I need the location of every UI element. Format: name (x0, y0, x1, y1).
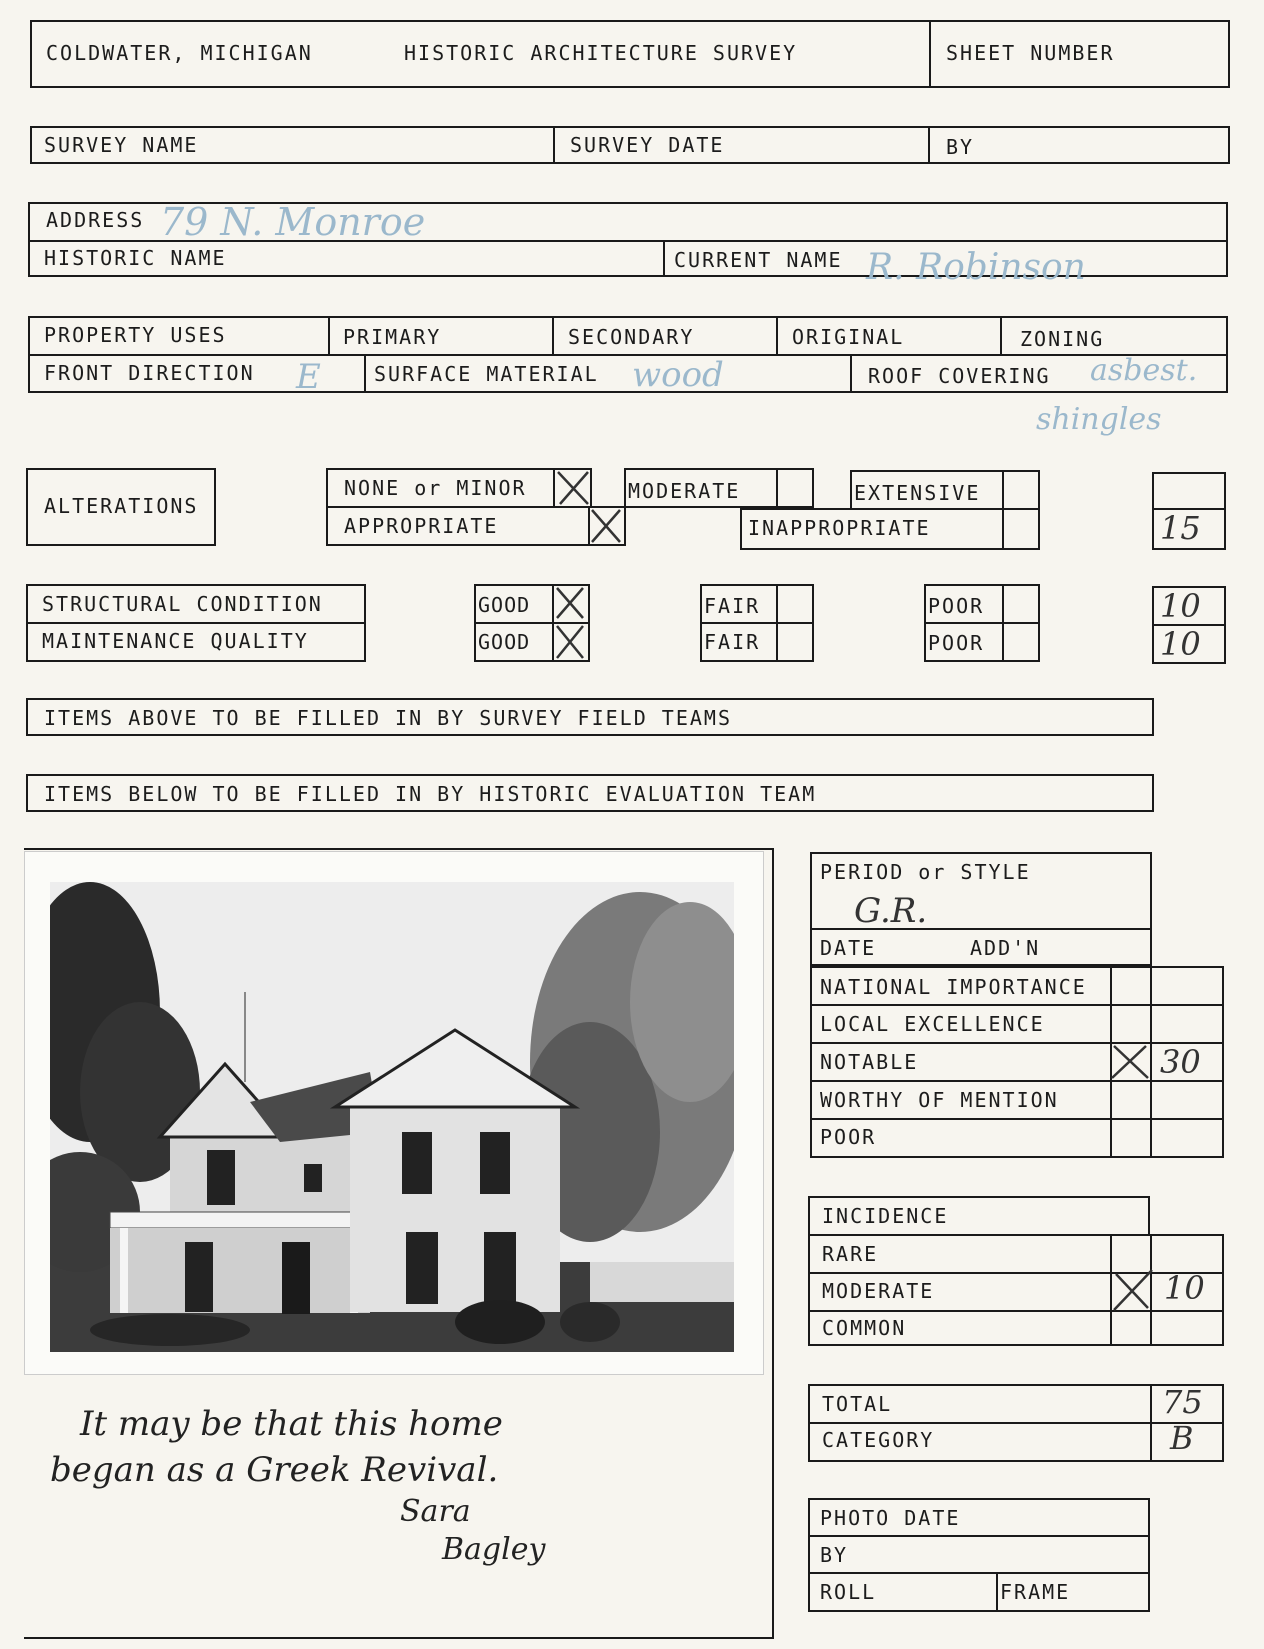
comment-line-2: began as a Greek Revival. (50, 1450, 499, 1490)
maintenance-quality-label: MAINTENANCE QUALITY (42, 629, 309, 653)
period-style-value: G.R. (854, 891, 928, 931)
incidence-moderate: MODERATE (822, 1279, 935, 1303)
incidence-common: COMMON (822, 1316, 907, 1340)
historic-name-label: HISTORIC NAME (44, 246, 227, 270)
comment-line-1: It may be that this home (80, 1404, 503, 1444)
appropriate-label: APPROPRIATE (344, 514, 499, 538)
importance-local: LOCAL EXCELLENCE (820, 1012, 1045, 1036)
moderate-alteration-label: MODERATE (628, 479, 741, 503)
structural-condition-label: STRUCTURAL CONDITION (42, 592, 323, 616)
x-mark-none-minor (554, 468, 594, 508)
roof-covering-value-2: shingles (1036, 402, 1162, 437)
importance-national: NATIONAL IMPORTANCE (820, 975, 1087, 999)
roof-covering-value-1: asbest. (1090, 353, 1198, 388)
roll-label: ROLL (820, 1580, 877, 1604)
addn-label: ADD'N (970, 936, 1041, 960)
x-mark-notable (1108, 1042, 1152, 1082)
maintenance-score: 10 (1160, 625, 1201, 663)
total-label: TOTAL (822, 1392, 893, 1416)
period-style-label: PERIOD or STYLE (820, 860, 1031, 884)
form-title: HISTORIC ARCHITECTURE SURVEY (404, 41, 798, 65)
surface-material-value: wood (632, 355, 724, 395)
importance-notable: NOTABLE (820, 1050, 919, 1074)
items-above-note: ITEMS ABOVE TO BE FILLED IN BY SURVEY FIELD TEAMS (44, 706, 733, 730)
x-mark-appropriate (588, 506, 626, 546)
alterations-score: 15 (1160, 509, 1201, 547)
date-label: DATE (820, 936, 877, 960)
photo-mount (24, 851, 764, 1375)
zoning-label: ZONING (1020, 327, 1105, 351)
notable-score: 30 (1160, 1043, 1201, 1081)
photo-date-label: PHOTO DATE (820, 1506, 961, 1530)
poor-label-2: POOR (928, 631, 985, 655)
current-name-value: R. Robinson (866, 247, 1086, 288)
x-mark-moderate-incidence (1108, 1268, 1156, 1314)
photo-by-label: BY (820, 1543, 849, 1567)
none-minor-label: NONE or MINOR (344, 476, 527, 500)
incidence-rare: RARE (822, 1242, 879, 1266)
good-label-2: GOOD (478, 630, 531, 654)
city-label: COLDWATER, MICHIGAN (46, 41, 313, 65)
x-mark-structural-good (553, 584, 589, 622)
signature-first: Sara (400, 1494, 471, 1529)
incidence-label: INCIDENCE (822, 1204, 949, 1228)
current-name-label: CURRENT NAME (674, 248, 843, 272)
primary-label: PRIMARY (343, 325, 442, 349)
fair-label-1: FAIR (704, 594, 761, 618)
signature-last: Bagley (442, 1532, 546, 1567)
roof-covering-label: ROOF COVERING (868, 364, 1051, 388)
category-value: B (1170, 1419, 1194, 1457)
category-label: CATEGORY (822, 1428, 935, 1452)
original-label: ORIGINAL (792, 325, 905, 349)
extensive-label: EXTENSIVE (854, 481, 981, 505)
fair-label-2: FAIR (704, 630, 761, 654)
x-mark-maintenance-good (553, 622, 589, 662)
items-below-note: ITEMS BELOW TO BE FILLED IN BY HISTORIC EVALUATION TEAM (44, 782, 817, 806)
property-uses-label: PROPERTY USES (44, 323, 227, 347)
front-direction-label: FRONT DIRECTION (44, 361, 255, 385)
total-value: 75 (1162, 1383, 1203, 1421)
structural-score: 10 (1160, 587, 1201, 625)
survey-by-label: BY (946, 135, 975, 159)
importance-worthy: WORTHY OF MENTION (820, 1088, 1059, 1112)
sheet-number-label: SHEET NUMBER (946, 41, 1115, 65)
address-label: ADDRESS (46, 208, 145, 232)
secondary-label: SECONDARY (568, 325, 695, 349)
surface-material-label: SURFACE MATERIAL (374, 362, 599, 386)
importance-poor: POOR (820, 1125, 877, 1149)
inappropriate-label: INAPPROPRIATE (748, 516, 931, 540)
house-photo (50, 882, 734, 1352)
address-value: 79 N. Monroe (160, 200, 426, 244)
alterations-label: ALTERATIONS (44, 494, 199, 518)
front-direction-value: E (296, 357, 321, 397)
frame-label: FRAME (1000, 1580, 1071, 1604)
survey-name-label: SURVEY NAME (44, 133, 199, 157)
good-label-1: GOOD (478, 593, 531, 617)
survey-date-label: SURVEY DATE (570, 133, 725, 157)
poor-label-1: POOR (928, 594, 985, 618)
incidence-score: 10 (1164, 1269, 1205, 1307)
